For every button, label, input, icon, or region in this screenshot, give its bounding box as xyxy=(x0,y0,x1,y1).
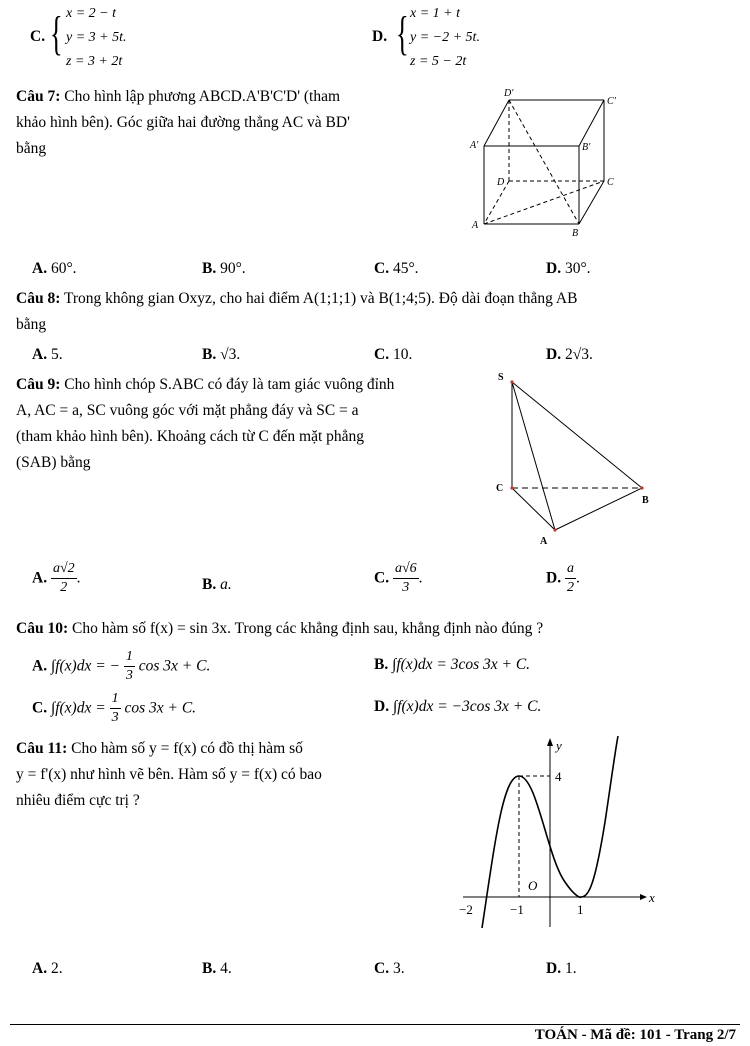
option-a[interactable]: A. ∫f(x)dx = − $\frac{1}{3}$ cos 3x + C. xyxy=(32,649,211,683)
option-b[interactable]: B. √3. xyxy=(202,346,241,363)
option-b[interactable]: B. a. xyxy=(202,576,232,593)
brace: { xyxy=(50,7,63,60)
label-aprime: A' xyxy=(470,140,479,151)
option-a[interactable]: A. 5. xyxy=(32,346,63,363)
option-c[interactable]: C. $\frac{a√6}{3}$ . xyxy=(374,561,423,595)
eq-line: x = 1 + t xyxy=(410,6,460,21)
derivative-graph xyxy=(455,732,670,932)
option-c[interactable]: C. 45°. xyxy=(374,260,419,277)
q7-text xyxy=(16,84,446,162)
label-d: D xyxy=(497,177,505,188)
tick-1: 1 xyxy=(577,902,584,917)
brace: { xyxy=(396,7,409,60)
eq-line: x = 2 − t xyxy=(66,6,116,21)
question-line: khảo hình bên). Góc giữa hai đường thẳng AC và BD' xyxy=(16,114,350,131)
q11-text xyxy=(16,736,436,814)
option-c[interactable]: C. ∫f(x)dx = $\frac{1}{3}$ cos 3x + C. xyxy=(32,691,197,725)
option-b[interactable]: B. ∫f(x)dx = 3cos 3x + C. xyxy=(374,656,531,673)
question-number: Câu 8: xyxy=(16,290,61,307)
option-a[interactable]: A. 60°. xyxy=(32,260,77,277)
tick-4: 4 xyxy=(555,769,562,784)
label-c: C xyxy=(496,483,504,494)
label-a: A xyxy=(540,536,548,547)
label-s: S xyxy=(498,372,504,383)
label-cprime: C' xyxy=(607,96,616,107)
question-line: Trong không gian Oxyz, cho hai điểm A(1;1;1) và B(1;4;5). Độ dài đoạn thẳng AB xyxy=(63,290,578,307)
numerator: a xyxy=(565,560,576,579)
y-label: y xyxy=(556,738,562,753)
label-dprime: D' xyxy=(504,88,514,99)
option-a[interactable]: A. $\frac{a√2}{2}$ . xyxy=(32,561,81,595)
numerator: 1 xyxy=(110,690,121,709)
q10-options-row1 xyxy=(32,648,732,690)
question-line: A, AC = a, SC vuông góc với mặt phẳng đáy và SC = a xyxy=(16,402,359,419)
denominator: 3 xyxy=(402,580,410,595)
q7-options xyxy=(32,260,732,282)
q9-text xyxy=(16,372,471,476)
tick-minus1: −1 xyxy=(510,902,524,917)
option-b[interactable]: B. 90°. xyxy=(202,260,246,277)
cube-figure xyxy=(464,84,624,240)
question-number: Câu 11: xyxy=(16,740,68,757)
option-c[interactable]: C. 10. xyxy=(374,346,413,363)
q8-options xyxy=(32,346,732,368)
numerator: a√6 xyxy=(393,560,419,579)
q6-option-d xyxy=(372,4,572,74)
q8-text xyxy=(16,286,726,338)
numerator: a√2 xyxy=(51,560,77,579)
eq-line: y = 3 + 5t. xyxy=(66,30,127,45)
question-line: Cho hàm số y = f(x) có đồ thị hàm số xyxy=(71,740,303,757)
option-label: C. xyxy=(30,28,46,45)
question-line: Cho hình lập phương ABCD.A'B'C'D' (tham xyxy=(64,88,341,105)
q6-option-c xyxy=(30,4,230,74)
question-line: bằng xyxy=(16,140,47,157)
option-d[interactable]: D. 1. xyxy=(546,960,577,977)
denominator: 3 xyxy=(111,710,119,725)
option-label: D. xyxy=(372,28,388,45)
denominator: 3 xyxy=(125,668,133,683)
option-b[interactable]: B. 4. xyxy=(202,960,232,977)
numerator: 1 xyxy=(124,648,135,667)
denominator: 2 xyxy=(566,580,574,595)
question-line: (tham khảo hình bên). Khoảng cách từ C đến mặt phẳng xyxy=(16,428,365,445)
question-number: Câu 10: xyxy=(16,620,69,637)
eq-line: y = −2 + 5t. xyxy=(410,30,480,45)
tick-minus2: −2 xyxy=(459,902,473,917)
eq-line: z = 5 − 2t xyxy=(410,54,467,69)
option-d[interactable]: D. 2√3. xyxy=(546,346,593,363)
page-footer: TOÁN - Mã đề: 101 - Trang 2/7 xyxy=(534,1027,736,1043)
question-line: bằng xyxy=(16,316,47,333)
q10-text xyxy=(16,616,726,642)
question-line: nhiêu điểm cực trị ? xyxy=(16,792,140,809)
question-number: Câu 9: xyxy=(16,376,61,393)
question-number: Câu 7: xyxy=(16,88,61,105)
option-d[interactable]: D. ∫f(x)dx = −3cos 3x + C. xyxy=(374,698,542,715)
label-bprime: B' xyxy=(582,142,591,153)
question-line: y = f'(x) như hình vẽ bên. Hàm số y = f(x) có bao xyxy=(16,766,322,783)
option-a[interactable]: A. 2. xyxy=(32,960,63,977)
question-line: (SAB) bằng xyxy=(16,454,91,471)
label-b: B xyxy=(642,495,649,506)
option-d[interactable]: D. 30°. xyxy=(546,260,591,277)
eq-line: z = 3 + 2t xyxy=(66,54,123,69)
q10-options-row2 xyxy=(32,690,732,732)
option-c[interactable]: C. 3. xyxy=(374,960,405,977)
denominator: 2 xyxy=(60,580,68,595)
label-c: C xyxy=(607,177,614,188)
q9-options xyxy=(32,560,732,612)
q11-options xyxy=(32,960,732,982)
x-label: x xyxy=(649,890,655,905)
pyramid-figure xyxy=(490,370,665,550)
option-d[interactable]: D. $\frac{a}{2}$ . xyxy=(546,561,580,595)
label-b: B xyxy=(572,228,579,239)
question-line: Cho hàm số f(x) = sin 3x. Trong các khẳng định sau, khẳng định nào đúng ? xyxy=(71,620,544,637)
footer-rule xyxy=(10,1024,740,1025)
question-line: Cho hình chóp S.ABC có đáy là tam giác vuông đỉnh xyxy=(64,376,395,393)
label-a: A xyxy=(472,220,479,231)
origin-label: O xyxy=(528,878,538,893)
